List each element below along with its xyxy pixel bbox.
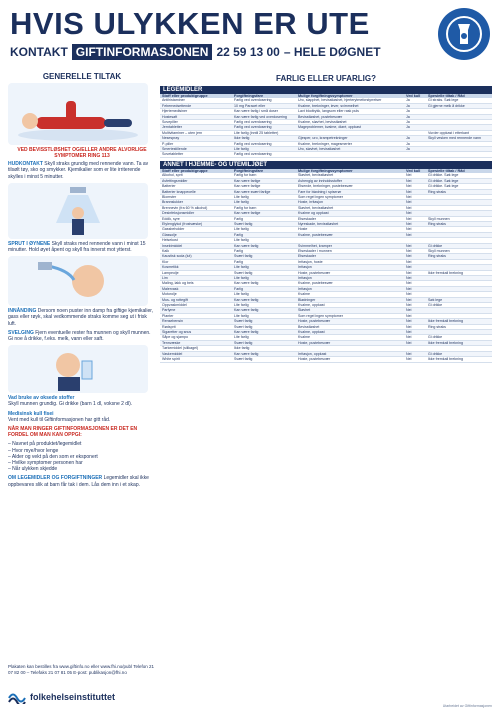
table-cell: Irritasjon, oppkast [298,351,327,356]
table-cell: Uro, sløvhet, bevisstløshet [298,147,341,152]
table-cell: Nei [406,335,412,340]
table-cell: Farlig [234,216,243,221]
table-cell: Gjesper, uro, krampetrekninger [298,136,348,141]
eye-rinse-illustration [8,256,148,306]
table-cell: Batterier knappecelle [162,189,196,194]
table-cell: Kvalme, sløvhet, bevisstløshet [298,120,347,125]
table-cell [428,227,494,231]
table-cell: Kvalme, pustebesvær [298,232,333,237]
medicine-lead: OM LEGEMIDLER OG FORGIFTNINGER [8,475,103,482]
contact-line [10,44,381,60]
table-cell: Etylenglykol (frostvæske) [162,221,203,226]
table-row [160,152,492,157]
table-cell: Nei [406,281,412,286]
charcoal-title: Medisinsk kull fisei [8,410,54,417]
drinking-illustration [8,345,148,393]
table-cell [428,152,494,156]
table-cell: Etseskader [298,216,316,221]
table-cell: Tennvæske [162,340,181,345]
table-cell: Lim [162,276,168,280]
list-item: – Når ulykken skjedde [8,466,156,472]
table-cell: Farlig [234,232,243,237]
table-cell: Gi drikke [428,335,443,340]
table-row [160,357,492,362]
eye-splash-paragraph [8,241,156,253]
contact-phone: 22 59 13 00 [216,45,280,59]
table-cell [428,125,494,129]
table-cell: Kan være farlig i små doser [234,109,278,114]
table-cell [428,233,494,237]
table-cell: Nei [406,178,412,183]
contact-prefix: KONTAKT [10,45,68,59]
shower-illustration [8,183,148,239]
table-cell: Som regel ingen symptomer [298,194,343,199]
table-cell: Lite farlig [234,276,249,280]
table-cell: Nei [406,194,412,199]
home-table-body [160,173,492,362]
table-cell: Blomster [162,194,177,199]
table-cell: Lite farlig [234,147,249,152]
table-cell: Kan være farlige [234,184,261,189]
table-cell: Avfettingsmidler [162,178,188,183]
list-item: – Alder og vekt på den som er eksponert [8,454,156,460]
table-cell: Lite farlig [234,227,249,232]
fhi-logo [8,690,115,704]
hazard-title: FARLIG ELLER UFARLIG? [276,74,376,83]
list-item: – Navnet på produktet/legemidlet [8,441,156,447]
table-cell: Mageproblemer, kvalme, diaré, oppkast [298,125,361,130]
table-cell: Parfyme [162,308,176,313]
table-cell: Klor [162,259,169,264]
table-cell [428,308,494,312]
table-cell: Farlig for barn [234,205,257,210]
table-cell: Søk lege [428,297,443,302]
table-cell: Kan være farlig [234,351,259,356]
table-cell [428,260,494,264]
table-cell: Uro, slapphet, bevisstløshet, hjerterytmeforstyrrelser [298,98,382,103]
skin-contact-paragraph [8,161,156,180]
table-cell: Malervask [162,286,179,291]
table-cell: Kaustisk soda (lut) [162,254,192,259]
table-cell: Nei [406,351,412,356]
table-cell: Svært farlig [234,357,253,362]
table-cell: Brannslukker [162,200,183,205]
table-cell: Helsekost [162,238,178,243]
table-cell: Eddik, syre [162,216,180,221]
table-cell: Gi drikke. Søk lege [428,178,459,183]
table-cell: Ja [406,120,410,125]
table-cell: Lite farlig [234,335,249,340]
table-cell: Irritasjon [298,286,312,291]
ingestion-paragraph [8,330,156,342]
col-substance: Stoff eller produktgruppe [162,94,208,98]
general-measures-title: GENERELLE TILTAK [42,72,122,81]
table-cell: Desinfeksjonsmidler [162,211,195,216]
table-cell [428,292,494,296]
poster-header [0,0,500,70]
table-cell: Nei [406,221,412,226]
table-cell: Kvalme [298,292,310,297]
table-cell: Brennevin (fra 60 % alkohol) [162,205,208,210]
table-cell: Farlig [234,286,243,291]
table-cell: Nei [406,330,412,335]
eye-splash-text: Skyll straks med rennende vann i minst 15 minutter. Hold øyet åpent og skyll fra innerst mot ytterst. [8,240,146,254]
corrosive-title: Vad bruke av oksede stoffer [8,395,75,402]
table-cell: Jerntabletter [162,125,182,130]
table-cell: Nei [406,184,412,189]
table-cell: Nei [406,357,412,362]
table-cell: Irritasjon [298,265,312,270]
call-info-list [8,441,156,472]
table-cell: Sovepiller [162,120,178,125]
table-cell: P-piller [162,141,174,146]
table-cell: Etsende, brekninger, pustebesvær [298,184,353,189]
table-cell [428,281,494,285]
ingestion-text: Fjern eventuelle rester fra munnen og skyll munnen. Gi noe å drikke, f.eks. melk, vann eller saft. [8,329,151,343]
table-cell: Nei [406,173,412,178]
skin-contact-lead: HUDKONTAKT [8,161,43,168]
table-cell: Ring straks [428,254,446,259]
table-cell: Mus- og rottegift [162,297,188,302]
col-symptoms: Mulige forgiftningssymptomer [298,94,353,98]
eye-splash-lead: SPRUT I ØYNENE [8,240,51,247]
table-cell [406,346,428,350]
table-cell: Såpe og sjampo [162,335,188,340]
table-cell [428,142,494,146]
table-cell: Nei [406,265,412,270]
inhalation-paragraph [8,308,156,327]
table-cell [428,206,494,210]
table-cell: Nei [406,340,412,345]
table-cell [428,200,494,204]
table-cell: Ja [406,141,410,146]
table-cell: Lite farlig [234,303,249,308]
table-cell: Antihistaminer [162,98,185,103]
table-cell: Sovetabletter [162,152,184,157]
skin-contact-text: Skyll straks grundig med rennende vann. Ta av tilsølt tøy, sko og smykker. Kjemikalier som er lite irriterende skylles i minst 5 minutter. [8,161,149,180]
table-cell: Kan være farlig [234,330,259,335]
table-cell: Farlig [234,259,243,264]
table-cell: Svært farlig [234,340,253,345]
table-cell [428,287,494,291]
table-cell: Nei [406,276,412,280]
medicine-text: Legemidler skal ikke oppbevares slik at barn får tak i dem. Lås dem inn i et skap. [8,475,149,488]
table-cell: Lite farlig [234,238,249,243]
table-cell: Kan være farlige [234,211,261,216]
table-cell: Avhengig av innholdsstoffer [298,178,343,183]
list-item: – Hvilke symptomer personen har [8,460,156,466]
table-cell: Sløvhet [298,308,311,313]
table-cell: Nei [406,324,412,329]
table-cell: Kan være farlige [234,178,261,183]
table-cell: Ja [406,109,410,114]
table-cell: Nei [406,297,412,302]
table-cell: Ja [406,98,410,103]
table-cell: Tørkemiddel (silikagel) [162,346,199,351]
fhi-wave-icon [8,690,26,704]
table-cell: Ikke fremkall brekning [428,340,463,345]
table-cell: Irritasjon, hoste [298,259,323,264]
table-cell: Glassolje [162,232,177,237]
table-cell: Hjertemedisiner [162,109,188,114]
table-cell: Bevisstløshet, pustebesvær [298,114,343,119]
table-cell: Kan være farlig [234,243,259,248]
table-cell: Kvalme [298,335,310,340]
table-cell: Svært farlig [234,324,253,329]
table-cell: Nesespray [162,136,180,141]
table-cell: Ja [406,114,410,119]
table-cell [428,238,494,242]
table-cell: Kan være farlig [234,308,259,313]
table-cell: Kalk [162,248,169,253]
table-cell: Sigaretter og snus [162,330,192,335]
table-cell: Batterier [162,184,176,189]
table-cell: Hoste, pustebesvær [298,357,331,362]
table-cell: Alkohol, sprit [162,173,183,178]
inhalation-text: Dersom noen puster inn damp fra giftige kjemikalier, gass eller røyk, skal vedkommende straks komme seg ut i frisk luft. [8,308,154,327]
table-cell: Rødsprit [162,324,176,329]
contact-suffix: – HELE DØGNET [283,45,381,59]
poison-info-logo-icon [438,8,490,60]
table-cell: Nei [406,313,412,318]
table-cell: Svært farlig [234,254,253,259]
table-cell: Ikke farlig [234,136,250,141]
table-cell: Farlig ved overdosering [234,98,272,103]
medicines-table-title: LEGEMIDLER [160,86,492,94]
table-cell: Gi drikke [428,351,443,356]
table-cell: Nei [406,308,412,313]
table-cell: Multivitaminer – uten jern [162,130,203,135]
table-cell: Hoste [298,227,308,232]
table-cell [298,131,406,135]
contact-org: GIFTINFORMASJONEN [72,44,213,60]
table-cell: Nei [406,286,412,291]
list-item: – Hvor mye/hvor lenge [8,448,156,454]
table-cell: Maling, lakk og beis [162,281,194,286]
table-cell: Blødninger [298,297,316,302]
table-cell: Lite farlig [234,200,249,205]
table-cell: Kvalme, brekninger, lever, svimmelhet [298,103,359,108]
table-cell: Gi drikke [428,243,443,248]
table-cell [428,211,494,215]
table-cell: Nei [406,270,412,275]
table-cell: Nei [406,189,412,194]
table-cell: Ikke farlig [234,346,250,351]
col-advice: Spesielle tiltak / Råd [428,168,465,173]
table-cell: Nei [406,292,412,297]
table-cell: Svært farlig [234,221,253,226]
col-charcoal: Ved kull [406,168,421,173]
col-charcoal: Ved kull [406,94,421,98]
table-cell: Irritasjon [298,276,312,280]
table-cell: Insektmiddel [162,243,183,248]
corrosive-text: Skyll munnen grundig. Gi drikke (barn 1 dl, voksne 2 dl). [8,401,133,408]
table-cell: Kosmetikk [162,265,179,270]
fhi-org-name: folkehelseinstituttet [30,692,116,702]
table-cell: Ikke fremkall brekning [428,357,463,362]
table-cell: Nei [406,227,412,232]
table-cell: Ring straks [428,221,446,226]
table-cell: Ring straks [428,324,446,329]
table-cell: Lite farlig [234,313,249,318]
table-cell: Farlig for barn [234,173,257,178]
table-cell: Oppvaskmiddel [162,303,187,308]
hazard-tables-column [160,74,492,702]
order-info: Plakaten kan bestilles fra www.giftinfo.no eller www.fhi.no/publ Telefon 21 07 82 00 – Telefaks 21 07 81 05 E-post: publikasjon@fhi.no [8,664,154,675]
table-cell: Sløvhet, bevisstløshet [298,205,334,210]
table-cell: Lite farlig [234,292,249,297]
table-cell: Farlig ved overdosering [234,120,272,125]
col-advice: Spesielle tiltak / Råd [428,94,465,98]
table-cell: Bevisstløshet [298,324,320,329]
table-cell: Som regel ingen symptomer [298,313,343,318]
table-cell: Vaskemiddel [162,351,183,356]
table-cell: Gi drikke. Søk lege [428,184,459,189]
table-cell [428,265,494,269]
table-cell: Farlig ved overdosering [234,141,272,146]
table-cell: Nei [406,232,412,237]
table-cell: Nei [406,211,412,216]
table-cell: Skyll munnen [428,248,450,253]
table-cell [428,195,494,199]
table-cell: Etseskader i munnen [298,248,332,253]
table-cell: Kvalme og oppkast [298,211,329,216]
table-cell: Ikke fremkall brekning [428,319,463,324]
table-cell [428,109,494,113]
table-cell: Kan være farlig ved overdosering [234,114,287,119]
table-cell: Ja [406,125,410,130]
table-cell [428,346,494,350]
table-cell: Nei [406,248,412,253]
table-cell: Gi drikke [428,303,443,308]
table-cell: Rensebensin [162,319,183,324]
table-cell: Nei [406,205,412,210]
table-cell: Sløvhet, bevisstløshet [298,173,334,178]
table-cell: Lite farlig [234,265,249,270]
table-cell: Kvalme, brekninger, magesmerter [298,141,352,146]
table-cell [298,152,406,156]
table-cell: Gassbeholder [162,227,185,232]
table-cell: Motorolje [162,292,177,297]
table-cell [428,276,494,280]
col-substance: Stoff eller produktgruppe [162,168,208,173]
call-113-caption: VED BEVISSTLØSHET OG/ELLER ANDRE ALVORLIGE SYMPTOMER RING 113 [17,147,147,160]
table-cell: Lite farlig (inntil 25 tabletter) [234,130,279,135]
table-cell [428,115,494,119]
call-info-title: NÅR MAN RINGER GIFTINFORMASJONEN ER DET EN FORDEL OM MAN KAN OPPGI: [8,426,138,439]
table-cell: Svimmelhet, kramper [298,243,332,248]
table-cell: Nei [406,259,412,264]
table-cell: Kvalme, pustebesvær [298,281,333,286]
table-cell: Hoste, pustebesvær [298,319,331,324]
corrosive-paragraph [8,395,156,407]
table-cell: Ja [406,147,410,152]
table-cell: Febernedsettende [162,103,192,108]
table-cell: Nei [406,200,412,205]
table-cell: Skyll munnen [428,216,450,221]
col-symptoms: Mulige forgiftningssymptomer [298,168,353,173]
medicines-table-body [160,98,492,157]
table-cell: Hoste, irritasjon [298,200,323,205]
table-cell: Kan være farlig [234,281,259,286]
table-cell [406,131,428,135]
table-cell: Hoste, pustebesvær [298,270,331,275]
table-cell: Kvalme, oppkast [298,303,325,308]
table-cell: Gi gjerne melk å drikke [428,103,465,108]
table-cell: Nei [406,254,412,259]
table-cell: Ja [406,136,410,141]
col-danger: Forgiftningsfare [234,168,264,173]
general-measures-column [8,74,156,702]
table-cell: Vurder oppkast i etterkant [428,130,470,135]
table-cell [428,120,494,124]
table-cell: Nyreskade, bevisstløshet [298,221,339,226]
table-cell: Lite farlig [234,194,249,199]
table-cell: Nei [406,303,412,308]
inhalation-lead: INNÅNDING [8,308,37,315]
table-cell: Nei [406,243,412,248]
table-cell: 10 mg Paracet eller [234,103,266,108]
home-table-title: ANNET I HJEMME- OG UTEMILJØET [160,161,492,169]
medicine-paragraph [8,475,156,487]
table-cell [406,238,428,242]
table-cell: Kvalme, oppkast [298,330,325,335]
table-cell: Svært farlig [234,319,253,324]
table-cell: Hoste, pustebesvær [298,340,331,345]
col-danger: Forgiftningsfare [234,94,264,98]
table-cell [298,346,406,350]
table-cell: Etseskader [298,254,316,259]
table-cell: Svært farlig [234,270,253,275]
table-cell: Kan være farlig [234,297,259,302]
table-cell [406,152,428,156]
table-cell: Nei [406,319,412,324]
table-cell: Planter [162,313,174,318]
table-cell [428,314,494,318]
table-cell: Nei [406,216,412,221]
table-cell: Smertestillende [162,147,187,152]
table-cell: Farlig ved overdosering [234,152,272,157]
charcoal-paragraph [8,411,156,423]
poster-title: HVIS ULYKKEN ER UTE [10,6,370,41]
table-cell: Lampeolje [162,270,179,275]
table-cell: Farlig ved overdosering [234,125,272,130]
table-cell: White spirit [162,357,180,362]
table-cell: Ikke fremkall brekning [428,270,463,275]
table-cell: Ring straks [428,189,446,194]
table-cell: Skyll vesken med rennende vann [428,136,481,141]
table-cell: Kan være svært farlige [234,189,271,194]
ingestion-lead: SVELGING [8,329,34,336]
table-cell [428,330,494,334]
unconscious-person-illustration [8,83,148,145]
table-cell: Gi straks. Søk lege [428,98,459,103]
charcoal-text: Vent med kull til Giftinformasjonen har gitt råd. [8,416,111,423]
table-cell [298,238,406,242]
table-cell: Gi drikke. Søk lege [428,173,459,178]
table-cell: Ja [406,103,410,108]
table-cell: Farlig [234,248,243,253]
table-cell: Hostesaft [162,114,178,119]
table-cell: Lavt blodtrykk, langsom eller rask puls [298,109,359,114]
footer-note: Utarbeidet av Giftinformasjonen [442,704,492,708]
table-cell: Fare for blødning i spiserør [298,189,342,194]
table-cell [428,147,494,151]
